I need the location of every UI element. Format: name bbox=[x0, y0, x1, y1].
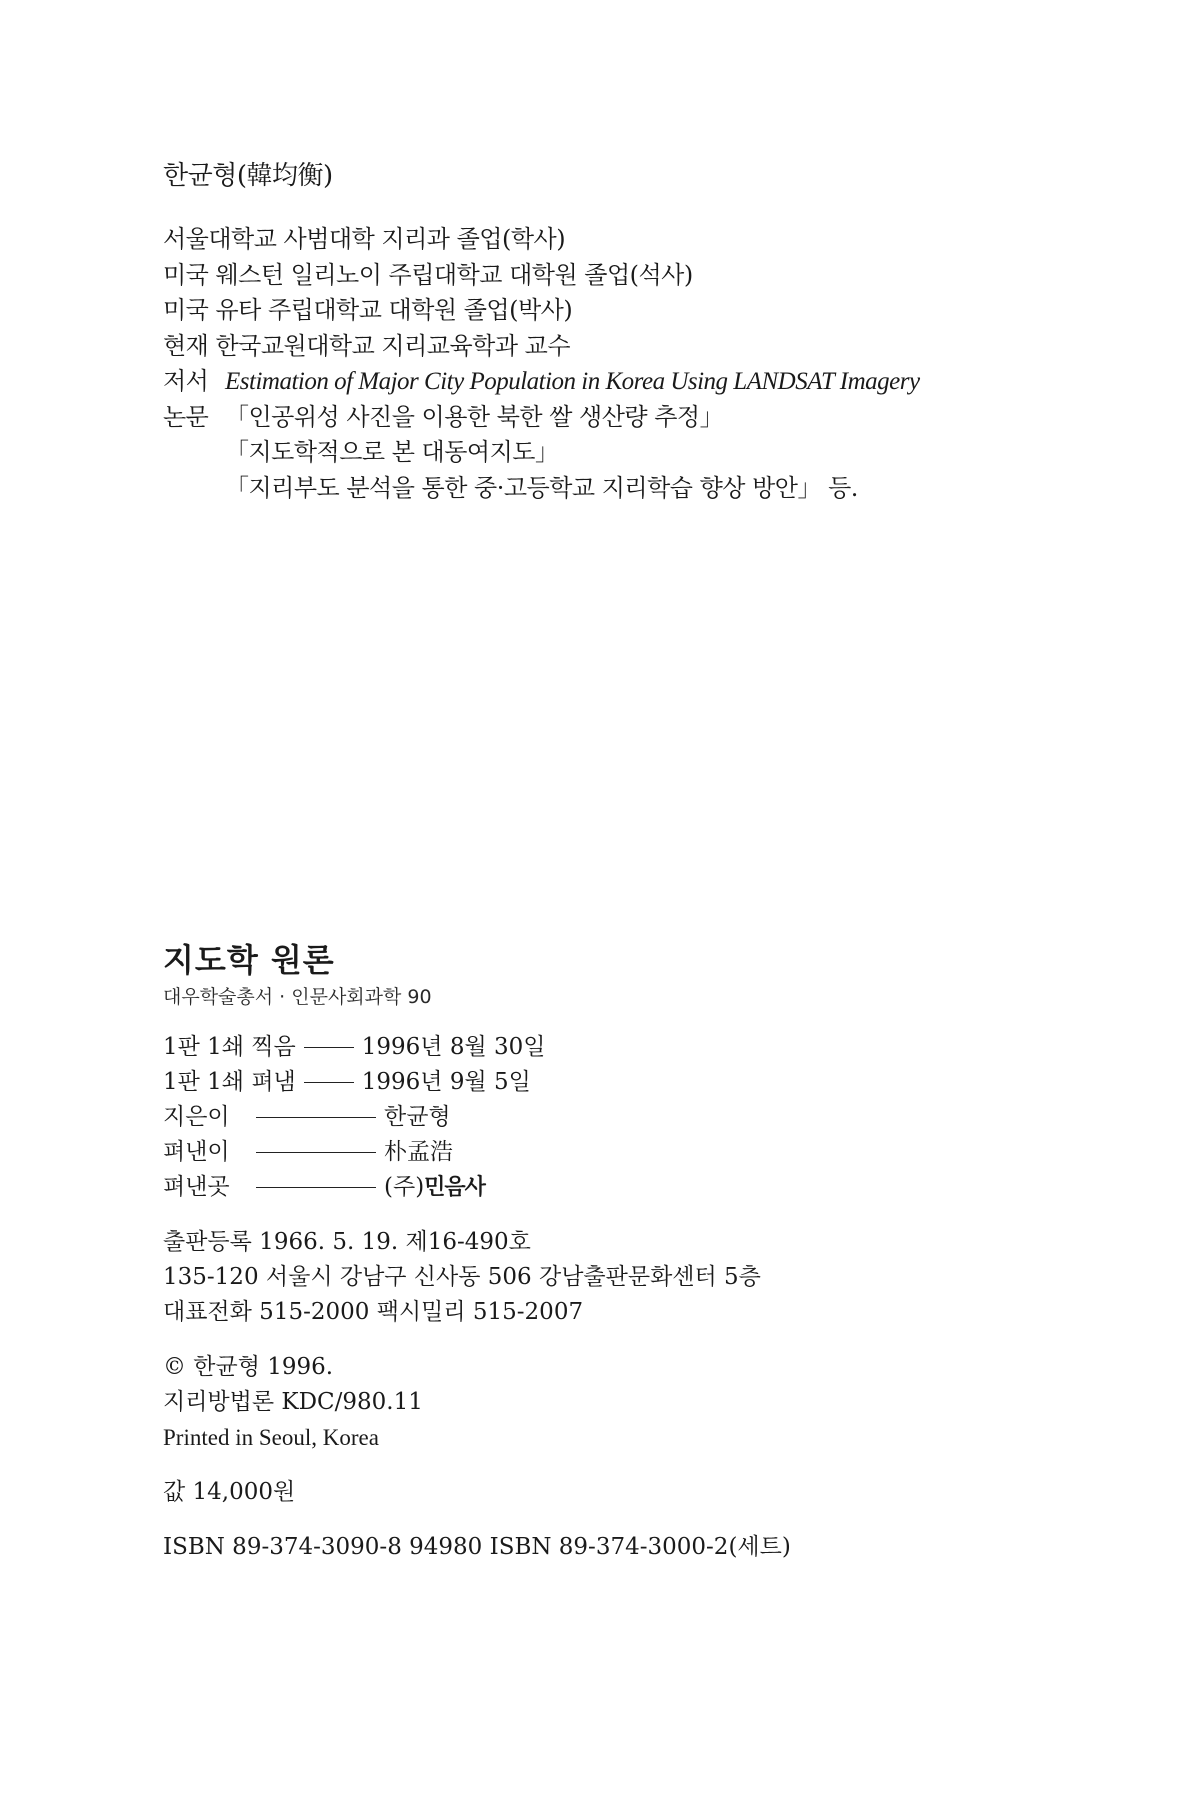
author-name: 한균형(韓均衡) bbox=[163, 161, 333, 191]
rights-block bbox=[163, 1350, 1143, 1455]
leader-dash bbox=[304, 1082, 354, 1083]
phone-line: 대표전화 515-2000 팩시밀리 515-2007 bbox=[163, 1299, 584, 1325]
leader-dash bbox=[304, 1047, 354, 1048]
first-publish-row bbox=[163, 1065, 1143, 1100]
registration-block bbox=[163, 1225, 1143, 1330]
author-label: 지은이 bbox=[163, 1104, 230, 1130]
paper-3: 「지리부도 분석을 통한 중·고등학교 지리학습 향상 방안」 등. bbox=[225, 473, 858, 502]
isbn-block bbox=[163, 1530, 1143, 1565]
colophon bbox=[163, 940, 1143, 1565]
price-line: 값 14,000원 bbox=[163, 1479, 296, 1505]
publisher-logo: 민음사 bbox=[424, 1175, 485, 1200]
price-block bbox=[163, 1475, 1143, 1510]
paper-2: 「지도학적으로 본 대동여지도」 bbox=[225, 438, 559, 466]
leader-dash bbox=[256, 1187, 376, 1188]
publisher-label: 펴낸곳 bbox=[163, 1174, 230, 1200]
bio-education-master: 미국 웨스턴 일리노이 주립대학교 대학원 졸업(석사) bbox=[163, 260, 693, 289]
book-series: 대우학술총서 · 인문사회과학 90 bbox=[163, 986, 432, 1008]
bio-works bbox=[163, 364, 1143, 400]
address-line: 135-120 서울시 강남구 신사동 506 강남출판문화센터 5층 bbox=[163, 1264, 761, 1290]
bio-papers bbox=[163, 400, 1143, 436]
publisher-prefix: (주) bbox=[384, 1174, 425, 1200]
first-publish-label: 1판 1쇄 펴냄 bbox=[163, 1069, 296, 1095]
author-value: 한균형 bbox=[384, 1104, 451, 1130]
copyright-line: © 한균형 1996. bbox=[163, 1354, 334, 1380]
first-publish-date: 1996년 9월 5일 bbox=[361, 1069, 531, 1095]
isbn-line: ISBN 89-374-3090-8 94980 ISBN 89-374-3000-2(세트) bbox=[163, 1534, 791, 1560]
first-print-label: 1판 1쇄 찍음 bbox=[163, 1034, 296, 1060]
bio-current-position: 현재 한국교원대학교 지리교육학과 교수 bbox=[163, 331, 571, 360]
imprint-block bbox=[163, 1030, 1143, 1205]
papers-label: 논문 bbox=[163, 402, 209, 431]
publisher-person-row bbox=[163, 1135, 1143, 1170]
paper-1: 「인공위성 사진을 이용한 북한 쌀 생산량 추정」 bbox=[225, 402, 724, 431]
publisher-row bbox=[163, 1170, 1143, 1205]
works-label: 저서 bbox=[163, 367, 209, 395]
leader-dash bbox=[256, 1152, 376, 1153]
classification-line: 지리방법론 KDC/980.11 bbox=[163, 1389, 423, 1415]
publisher-person-value: 朴孟浩 bbox=[384, 1139, 453, 1165]
book-title: 지도학 원론 bbox=[163, 941, 335, 979]
bio-education-doctorate: 미국 유타 주립대학교 대학원 졸업(박사) bbox=[163, 296, 573, 324]
bio-education-bachelor: 서울대학교 사범대학 지리과 졸업(학사) bbox=[163, 225, 566, 253]
works-title: Estimation of Major City Population in Korea Using LANDSAT Imagery bbox=[225, 368, 920, 395]
registration-line: 출판등록 1966. 5. 19. 제16-490호 bbox=[163, 1229, 531, 1255]
publisher-person-label: 펴낸이 bbox=[163, 1139, 230, 1165]
leader-dash bbox=[256, 1117, 376, 1118]
first-print-row bbox=[163, 1030, 1143, 1065]
printed-in-line: Printed in Seoul, Korea bbox=[163, 1425, 379, 1450]
author-bio bbox=[163, 158, 1143, 506]
author-row bbox=[163, 1100, 1143, 1135]
first-print-date: 1996년 8월 30일 bbox=[361, 1034, 546, 1060]
